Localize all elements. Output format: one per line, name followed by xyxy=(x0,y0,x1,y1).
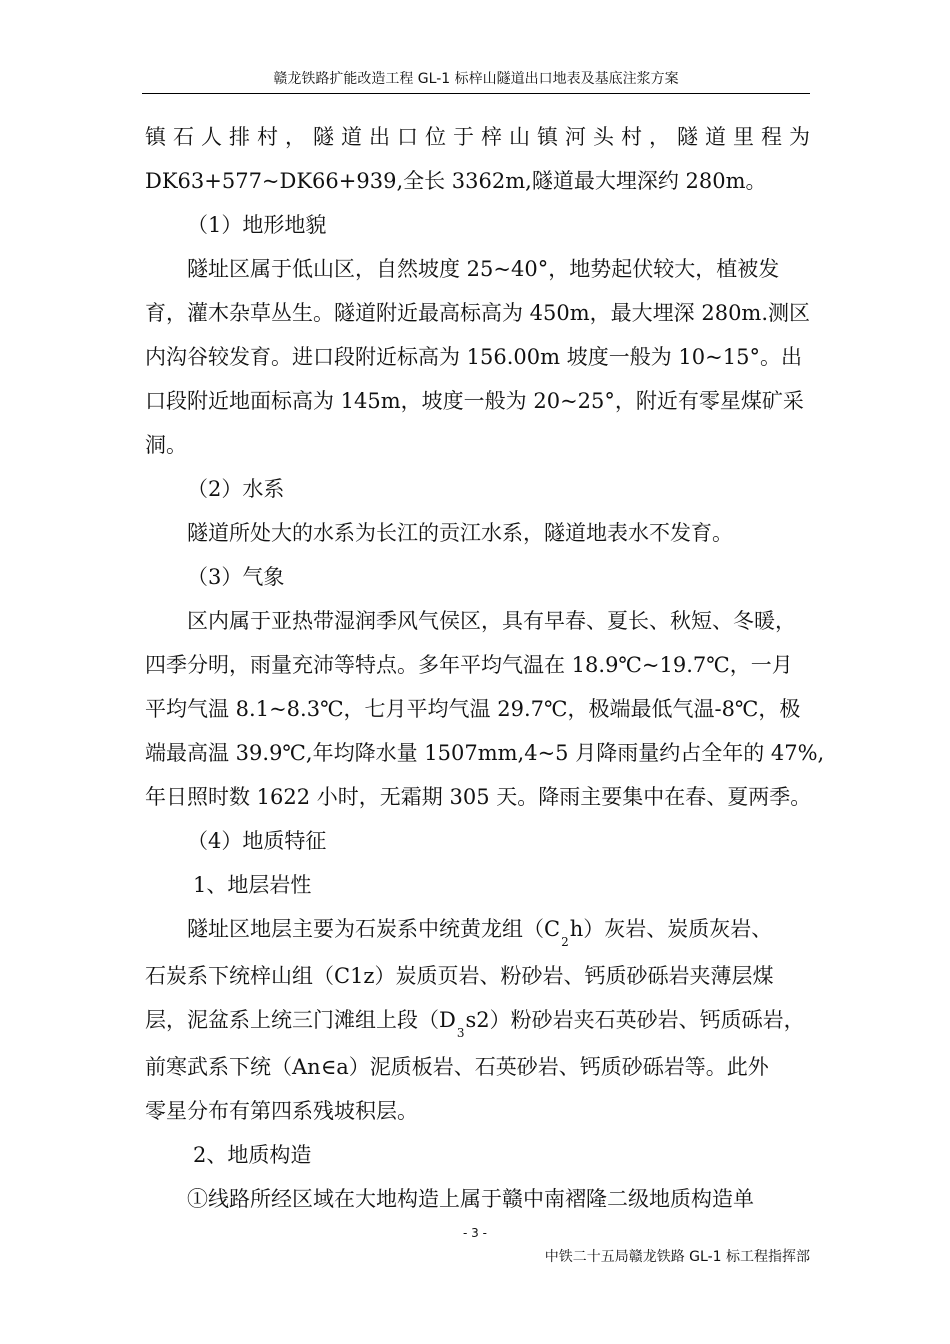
section-heading: （2）水系 xyxy=(187,477,285,501)
text-line: 内沟谷较发育。进口段附近标高为 156.00m 坡度一般为 10~15°。出 xyxy=(145,345,802,369)
subscript: 3 xyxy=(456,1026,465,1040)
text-line: 年日照时数 1622 小时，无霜期 305 天。降雨主要集中在春、夏两季。 xyxy=(145,785,812,809)
subsection-heading: 2、地质构造 xyxy=(193,1143,312,1167)
text-line: 育，灌木杂草丛生。隧道附近最高标高为 450m，最大埋深 280m.测区 xyxy=(145,301,811,325)
subsection-heading: 1、地层岩性 xyxy=(193,873,312,897)
section-heading: （1）地形地貌 xyxy=(187,213,327,237)
running-header: 赣龙铁路扩能改造工程 GL-1 标梓山隧道出口地表及基底注浆方案 xyxy=(273,71,679,87)
text-line: 石炭系下统梓山组（C1z）炭质页岩、粉砂岩、钙质砂砾岩夹薄层煤 xyxy=(145,964,774,988)
text-span: s2）粉砂岩夹石英砂岩、钙质砾岩， xyxy=(465,1008,805,1032)
text-line xyxy=(145,907,810,954)
text-span: 隧址区地层主要为石炭系中统黄龙组（C xyxy=(187,917,561,941)
text-line: 零星分布有第四系残坡积层。 xyxy=(145,1099,418,1123)
section-heading: （3）气象 xyxy=(187,565,285,589)
section-heading: （4）地质特征 xyxy=(187,829,327,853)
text-line: 四季分明，雨量充沛等特点。多年平均气温在 18.9℃~19.7℃，一月 xyxy=(145,653,793,677)
page-number: - 3 - xyxy=(463,1226,487,1240)
text-line: 区内属于亚热带湿润季风气侯区，具有早春、夏长、秋短、冬暖， xyxy=(187,609,796,633)
text-line: 前寒武系下统（An∈a）泥质板岩、石英砂岩、钙质砂砾岩等。此外 xyxy=(145,1055,769,1079)
text-line: 端最高温 39.9℃,年均降水量 1507mm,4~5 月降雨量约占全年的 47%, xyxy=(145,741,825,765)
text-line: 洞。 xyxy=(145,433,187,457)
text-line: 口段附近地面标高为 145m，坡度一般为 20~25°，附近有零星煤矿采 xyxy=(145,389,804,413)
text-span: h）灰岩、炭质灰岩、 xyxy=(569,917,773,941)
footer-organization: 中铁二十五局赣龙铁路 GL-1 标工程指挥部 xyxy=(544,1249,810,1265)
text-line: 隧址区属于低山区，自然坡度 25~40°，地势起伏较大，植被发 xyxy=(187,257,780,281)
text-line: 隧道所处大的水系为长江的贡江水系，隧道地表水不发育。 xyxy=(187,521,733,545)
text-span: 层，泥盆系上统三门滩组上段（D xyxy=(145,1008,456,1032)
header-rule xyxy=(142,93,810,94)
text-line xyxy=(145,998,810,1045)
document-body xyxy=(145,115,825,1221)
text-line: 平均气温 8.1~8.3℃，七月平均气温 29.7℃，极端最低气温-8℃，极 xyxy=(145,697,801,721)
subscript: 2 xyxy=(561,935,569,949)
text-line: ①线路所经区域在大地构造上属于赣中南褶隆二级地质构造单 xyxy=(187,1187,754,1211)
text-line: 镇石人排村，隧道出口位于梓山镇河头村，隧道里程为 xyxy=(145,125,810,149)
text-line: DK63+577~DK66+939,全长 3362m,隧道最大埋深约 280m。 xyxy=(145,169,767,193)
